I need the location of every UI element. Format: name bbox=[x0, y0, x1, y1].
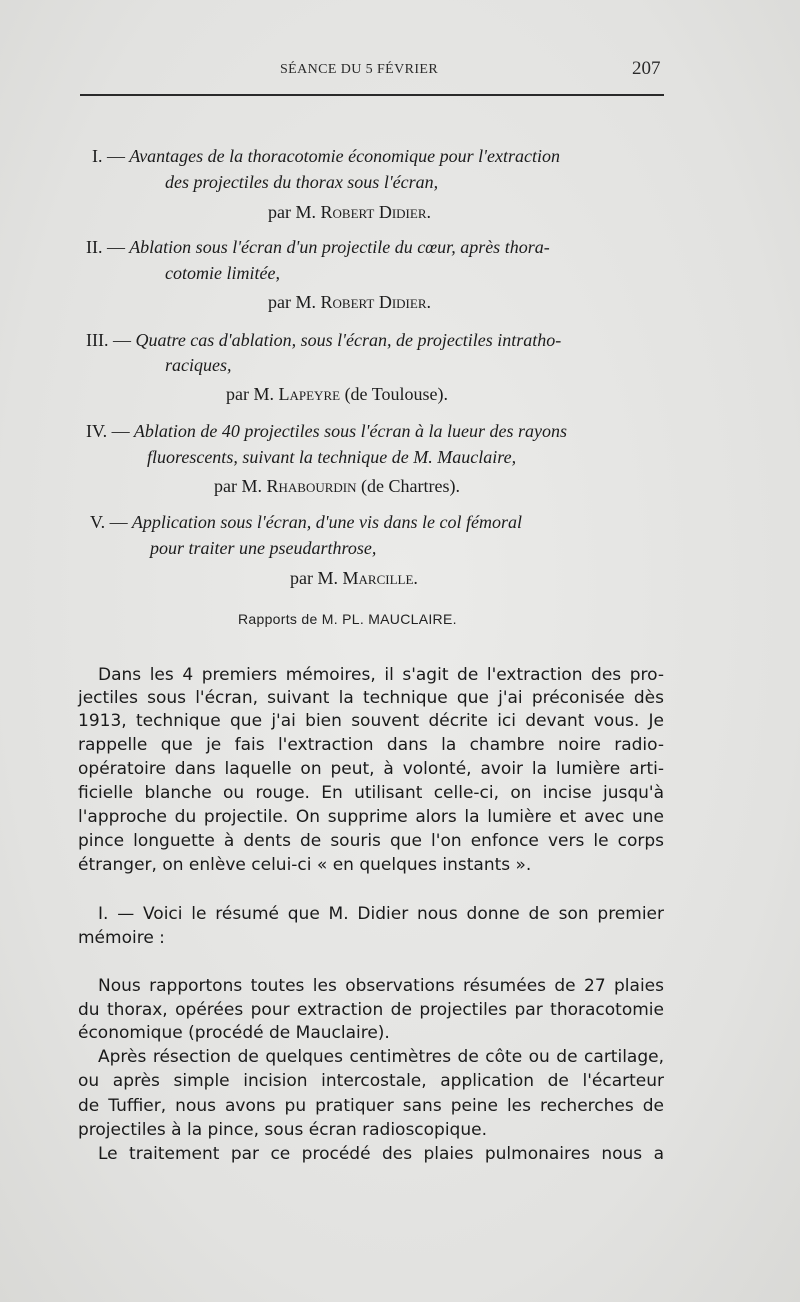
entry-author bbox=[214, 476, 460, 497]
body-line: jectiles sous l'écran, suivant la technique que j'ai préconisée dès bbox=[78, 688, 664, 708]
body-line: du thorax, opérées pour extraction de projectiles par thoracotomie bbox=[78, 1000, 664, 1020]
running-title: SÉANCE DU 5 FÉVRIER bbox=[280, 62, 439, 77]
body-line: rappelle que je fais l'extraction dans la chambre noire radio- bbox=[78, 735, 664, 755]
entry-title-line bbox=[92, 146, 560, 167]
author-prefix: par M. bbox=[268, 292, 316, 312]
author-name: Robert Didier. bbox=[320, 292, 431, 312]
entry-numeral: V. — bbox=[90, 512, 128, 532]
body-line: opératoire dans laquelle on peut, à volonté, avoir la lumière arti- bbox=[78, 759, 664, 779]
entry-title-line: des projectiles du thorax sous l'écran, bbox=[165, 172, 439, 192]
entry-title-line: pour traiter une pseudarthrose, bbox=[150, 538, 377, 558]
entry-title-line bbox=[86, 421, 567, 442]
author-name: Lapeyre bbox=[278, 384, 341, 404]
rapports-heading: Rapports de M. PL. MAUCLAIRE. bbox=[238, 611, 457, 627]
body-line: I. — Voici le résumé que M. Didier nous donne de son premier bbox=[98, 904, 664, 924]
body-line: ou après simple incision intercostale, application de l'écarteur bbox=[78, 1071, 664, 1091]
body-line: Le traitement par ce procédé des plaies pulmonaires nous a bbox=[98, 1144, 664, 1164]
entry-author bbox=[290, 568, 418, 589]
author-suffix: (de Toulouse). bbox=[344, 384, 448, 404]
body-line: l'approche du projectile. On supprime alors la lumière et avec une bbox=[78, 807, 664, 827]
body-line: Après résection de quelques centimètres de côte ou de cartilage, bbox=[98, 1047, 664, 1067]
body-line: de Tuffier, nous avons pu pratiquer sans peine les recherches de bbox=[78, 1096, 664, 1116]
entry-author bbox=[226, 384, 448, 405]
entry-title-text: Ablation de 40 projectiles sous l'écran à la lueur des rayons bbox=[133, 421, 568, 441]
body-line: étranger, on enlève celui-ci « en quelques instants ». bbox=[78, 855, 532, 875]
author-name: Robert Didier. bbox=[320, 202, 431, 222]
entry-title-line bbox=[90, 512, 522, 533]
body-line: économique (procédé de Mauclaire). bbox=[78, 1023, 390, 1043]
body-line: mémoire : bbox=[78, 928, 165, 948]
author-name: Marcille. bbox=[342, 568, 418, 588]
author-prefix: par M. bbox=[268, 202, 316, 222]
author-prefix: par M. bbox=[290, 568, 338, 588]
body-line: 1913, technique que j'ai bien souvent décrite ici devant vous. Je bbox=[78, 711, 664, 731]
entry-title-line: cotomie limitée, bbox=[165, 263, 280, 283]
body-line: Dans les 4 premiers mémoires, il s'agit de l'extraction des pro- bbox=[98, 665, 664, 685]
entry-author bbox=[268, 292, 431, 313]
entry-title-text: Ablation sous l'écran d'un projectile du cœur, après thora- bbox=[129, 237, 550, 257]
entry-title-text: Application sous l'écran, d'une vis dans le col fémoral bbox=[131, 512, 523, 532]
entry-numeral: I. — bbox=[92, 146, 125, 166]
page-number: 207 bbox=[632, 58, 661, 79]
entry-title-line bbox=[86, 330, 561, 351]
author-prefix: par M. bbox=[226, 384, 274, 404]
body-line: pince longuette à dents de souris que l'on enfonce vers le corps bbox=[78, 831, 664, 851]
body-line: ficielle blanche ou rouge. En utilisant celle-ci, on incise jusqu'à bbox=[78, 783, 664, 803]
header-rule bbox=[80, 94, 664, 96]
entry-title-text: Avantages de la thoracotomie économique pour l'extraction bbox=[129, 146, 560, 166]
author-prefix: par M. bbox=[214, 476, 262, 496]
entry-title-line bbox=[86, 237, 550, 258]
entry-title-line: fluorescents, suivant la technique de M. Mauclaire, bbox=[147, 447, 517, 467]
entry-title-line: raciques, bbox=[165, 355, 232, 375]
entry-numeral: II. — bbox=[86, 237, 125, 257]
body-line: Nous rapportons toutes les observations résumées de 27 plaies bbox=[98, 976, 664, 996]
entry-numeral: III. — bbox=[86, 330, 131, 350]
entry-author bbox=[268, 202, 431, 223]
author-name: Rhabourdin bbox=[266, 476, 357, 496]
entry-numeral: IV. — bbox=[86, 421, 130, 441]
body-line: projectiles à la pince, sous écran radioscopique. bbox=[78, 1120, 487, 1140]
author-suffix: (de Chartres). bbox=[361, 476, 460, 496]
entry-title-text: Quatre cas d'ablation, sous l'écran, de projectiles intratho- bbox=[135, 330, 562, 350]
